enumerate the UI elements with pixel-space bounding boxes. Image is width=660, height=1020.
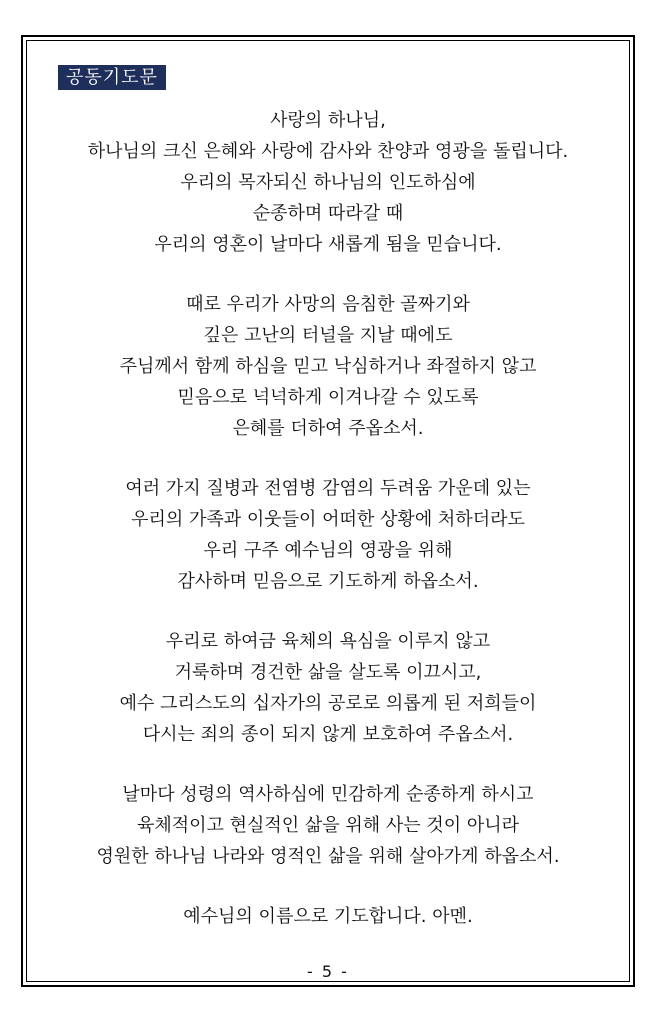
prayer-line: 우리 구주 예수님의 영광을 위해 (203, 540, 453, 561)
prayer-line: 은혜를 더하여 주옵소서. (232, 418, 424, 439)
page-frame (21, 35, 635, 987)
stanza-1 (23, 105, 633, 260)
prayer-line: 날마다 성령의 역사하심에 민감하게 순종하게 하시고 (122, 784, 534, 805)
prayer-line: 하나님의 크신 은혜와 사랑에 감사와 찬양과 영광을 돌립니다. (87, 141, 569, 162)
prayer-body (23, 105, 633, 932)
prayer-line: 주님께서 함께 하심을 믿고 낙심하거나 좌절하지 않고 (119, 356, 537, 377)
section-title: 공동기도문 (58, 65, 166, 90)
page-number: - 5 - (307, 962, 349, 981)
prayer-line: 우리의 영혼이 날마다 새롭게 됨을 믿습니다. (154, 234, 502, 255)
prayer-line: 우리의 목자되신 하나님의 인도하심에 (180, 172, 476, 193)
prayer-line: 믿음으로 넉넉하게 이겨나갈 수 있도록 (177, 387, 479, 408)
stanza-3 (23, 473, 633, 597)
prayer-line: 거룩하며 경건한 삶을 살도록 이끄시고, (174, 662, 482, 683)
prayer-line: 다시는 죄의 종이 되지 않게 보호하여 주옵소서. (142, 724, 514, 745)
prayer-line: 육체적이고 현실적인 삶을 위해 사는 것이 아니라 (136, 815, 520, 836)
prayer-line: 사랑의 하나님, (270, 110, 386, 131)
prayer-line: 깊은 고난의 터널을 지날 때에도 (203, 325, 453, 346)
prayer-line: 우리의 가족과 이웃들이 어떠한 상황에 처하더라도 (131, 509, 525, 530)
stanza-4 (23, 626, 633, 750)
closing-line: 예수님의 이름으로 기도합니다. 아멘. (183, 906, 473, 927)
stanza-2 (23, 289, 633, 444)
prayer-line: 예수 그리스도의 십자가의 공로로 의롭게 된 저희들이 (119, 693, 537, 714)
prayer-line: 때로 우리가 사망의 음침한 골짜기와 (186, 294, 470, 315)
prayer-line: 영원한 하나님 나라와 영적인 삶을 위해 살아가게 하옵소서. (96, 846, 560, 867)
stanza-5 (23, 779, 633, 872)
prayer-line: 여러 가지 질병과 전염병 감염의 두려움 가운데 있는 (125, 478, 531, 499)
prayer-line: 우리로 하여금 육체의 욕심을 이루지 않고 (165, 631, 491, 652)
prayer-line: 순종하며 따라갈 때 (252, 203, 404, 224)
prayer-line: 감사하며 믿음으로 기도하게 하옵소서. (177, 571, 479, 592)
